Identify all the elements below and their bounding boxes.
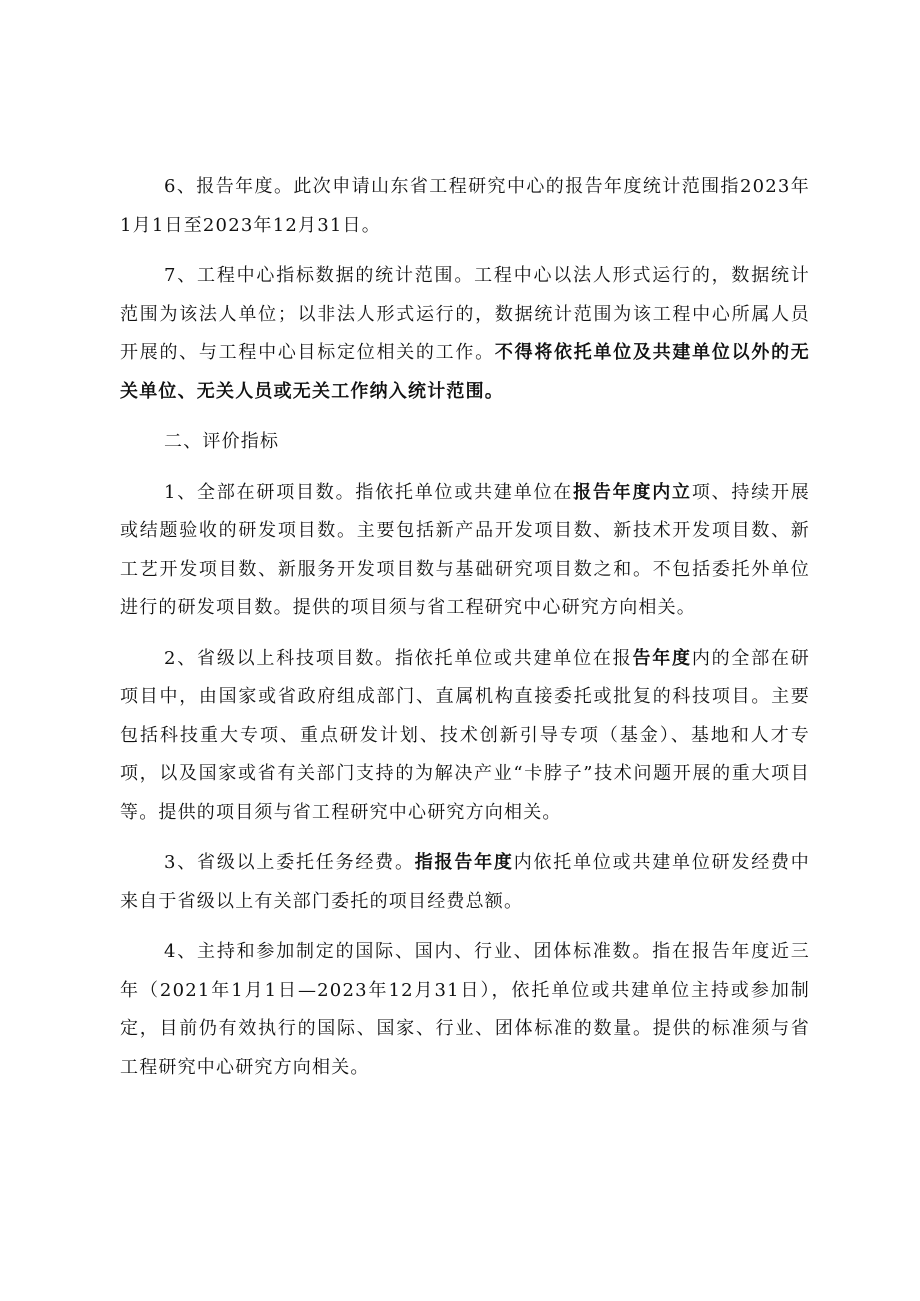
section-heading-evaluation-indicators: 二、评价指标: [164, 431, 280, 452]
paragraph-statistics-scope: [120, 257, 810, 411]
indicator-3-text-post: 内依托单位或共建单位研发经费中来自于省级以上有关部门委托的项目经费总额。: [120, 852, 811, 912]
indicator-1-research-projects: [120, 474, 810, 628]
statistics-scope-text: 7、工程中心指标数据的统计范围。工程中心以法人形式运行的，数据统计范围为该法人单位；以非法人形式运行的，数据统计范围为该工程中心所属人员开展的、与工程中心目标定位相关的工作。: [120, 265, 810, 363]
indicator-3-text-pre: 3、省级以上委托任务经费。: [164, 852, 415, 873]
indicator-4-standards: 4、主持和参加制定的国际、国内、行业、团体标准数。指在报告年度近三年（2021年1月1日—2023年12月31日），依托单位或共建单位主持或参加制定，目前仍有效执行的国际、国家、行业、团体标准的数量。提供的标准须与省工程研究中心研究方向相关。: [120, 941, 810, 1078]
indicator-3-bold: 指报告年度: [414, 852, 514, 873]
indicator-1-text-post: 项、持续开展或结题验收的研发项目数。主要包括新产品开发项目数、新技术开发项目数、新工艺开发项目数、新服务开发项目数与基础研究项目数之和。不包括委托外单位进行的研发项目数。提供的项目须与省工程研究中心研究方向相关。: [120, 481, 811, 618]
statistics-scope-bold-note: 不得将依托单位及共建单位以外的无关单位、无关人员或无关工作纳入统计范围。: [120, 342, 810, 402]
indicator-1-bold: 报告年度内立: [573, 481, 692, 503]
indicator-3-commissioned-funds: [120, 844, 810, 921]
indicator-2-bold: 告年度: [632, 647, 692, 669]
indicator-2-text-pre: 2、省级以上科技项目数。指依托单位或共建单位在报: [164, 647, 633, 669]
indicator-1-text-pre: 1、全部在研项目数。指依托单位或共建单位在: [164, 481, 574, 503]
paragraph-report-year: 6、报告年度。此次申请山东省工程研究中心的报告年度统计范围指2023年1月1日至2023年12月31日。: [120, 176, 810, 236]
document-body: [120, 168, 810, 1099]
indicator-2-provincial-projects: [120, 640, 810, 833]
indicator-2-text-post: 内的全部在研项目中，由国家或省政府组成部门、直属机构直接委托或批复的科技项目。主要包括科技重大专项、重点研发计划、技术创新引导专项（基金）、基地和人才专项，以及国家或省有关部门支持的为解决产业“卡脖子”技术问题开展的重大项目等。提供的项目须与省工程研究中心研究方向相关。: [120, 647, 811, 823]
